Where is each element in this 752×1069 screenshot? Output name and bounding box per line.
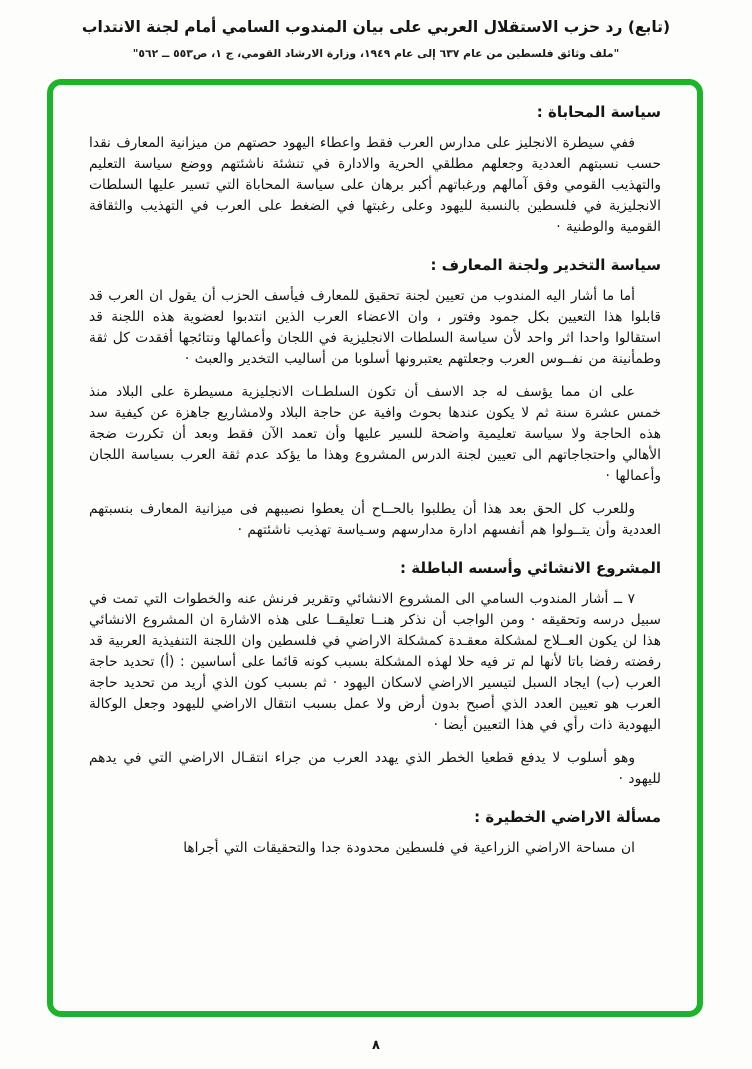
paragraph: على ان مما يؤسف له جد الاسف أن تكون السلطـات الانجليزية مسيطرة على البلاد منذ خمس عشرة سنة ثم لا يكون عندها بحوث وافية عن حاجة البلاد ولامشاريع جاهزة عن كيفية سد هذه الحاجة ولا سياسة تعليمية واضحة للسير عليها وأن تعمد الآن فقط وبعد أن تكررت ضجة الأهالي واحتجاجاتهم الى تعيين لجنة الدرس المشروع وهذا ما يؤكد عدم ثقة العرب بسياسة اللجان وأعمالها · [89,384,661,484]
section-sedation-policy-education-committee [89,256,661,541]
section-heading-sedation-policy: سياسة التخدير ولجنة المعارف : [430,256,661,274]
paragraph: ففي سيطرة الانجليز على مدارس العرب فقط واعطاء اليهود حصتهم من ميزانية المعارف نقدا حسب نسبتهم العددية وجعلهم مطلقي الحرية والادارة في تنشئة ناشئتهم ووضع سياسة التعليم والتهذيب القومي وفق آمالهم ورغباتهم أكبر برهان على سياسة المحاباة التي تسير عليها السلطات الانجليزية في فلسطين بالنسبة لليهود وعلى رغبتها في الضغط على العرب في التهذيب والثقافة القومية والوطنية · [89,135,661,235]
section-heading-land-question: مسألة الاراضي الخطيرة : [474,808,661,826]
document-source-citation: "ملف وثائق فلسطين من عام ٦٣٧ إلى عام ١٩٤٩، وزارة الارشاد القومي، ج ١، ص٥٥٣ ــ ٥٦٢" [132,47,620,60]
paragraph: ٧ ــ أشار المندوب السامي الى المشروع الانشائي وتقرير فرنش عنه والخطوات التي تمت في سبيل درسه وتحقيقه · ومن الواجب أن نذكر هنــا تعليقــا على هذه الاشارة ان المشروع الانشائي هذا لن يكون العــلاج لمشكلة معقـدة كمشكلة الاراضي في فلسطين وان اللجنة التنفيذية العربية قد رفضته رفضا باتا لأنها لم تر فيه حلا لهذه المشكلة بسبب كونه قائما على أساسين : (أ) تحديد حاجة العرب (ب) ايجاد السبل لتيسير الاراضي لاسكان اليهود · ثم بسبب كون الذي أريد من تحديد حاجة العرب هو تعيين العدد الذي أصبح بدون أرض ولا عمل بسبب انتقال الاراضي لليهود وجعل الوكالة اليهودية ذات رأي في هذا التعيين أيضا · [89,591,661,733]
document-header [0,0,752,60]
paragraph: وهو أسلوب لا يدفع قطعيا الخطر الذي يهدد العرب من جراء انتقـال الاراضي التي في يدهم لليهود · [89,750,661,787]
section-development-scheme-false-foundations [89,559,661,790]
paragraph: ان مساحة الاراضي الزراعية في فلسطين محدودة جدا والتحقيقات التي أجراها [183,840,635,856]
document-title: (تابع) رد حزب الاستقلال العربي على بيان المندوب السامي أمام لجنة الانتداب [81,18,671,36]
section-dangerous-land-question [89,808,661,859]
page-number: ٨ [372,1038,380,1053]
section-heading-favoritism-policy: سياسة المحاباة : [536,103,661,121]
paragraph: أما ما أشار اليه المندوب من تعيين لجنة تحقيق للمعارف فيأسف الحزب أن يقول ان العرب قد قابلوا هذا التعيين بكل جمود وفتور ، وان الاعضاء العرب الذين انتدبوا لعضوية هذه اللجنة قد استقالوا واحدا اثر واحد لأن سياسة السلطات الانجليزية في اللجان وأعمالها ونتائجها أفقدت كل ثقة وطمأنينة من نفــوس العرب وجعلتهم يعتبرونها أسلوبا من أساليب التخدير والعبث · [89,288,661,367]
green-border-frame [47,79,703,1017]
section-favoritism-policy [89,103,661,238]
section-heading-development-scheme: المشروع الانشائي وأسسه الباطلة : [400,559,661,577]
paragraph: وللعرب كل الحق بعد هذا أن يطلبوا بالحــاح أن يعطوا نصيبهم فى ميزانية المعارف بنسبتهم العددية وأن يتــولوا هم أنفسهم ادارة مدارسهم وسـياسة تهذيب ناشئتهم · [89,501,661,538]
